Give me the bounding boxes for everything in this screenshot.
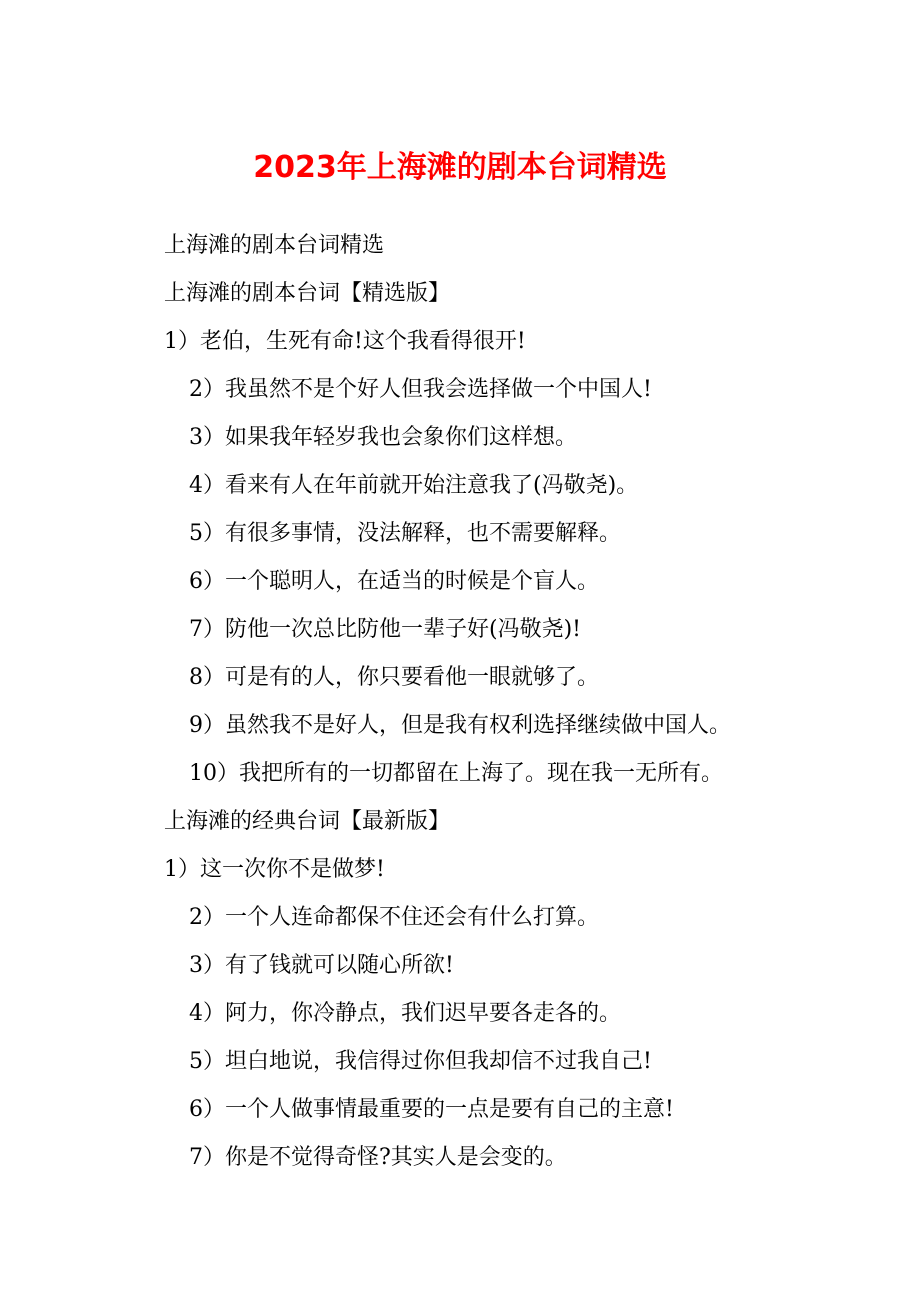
quote-line: 8）可是有的人，你只要看他一眼就够了。 <box>189 665 599 690</box>
quote-line: 7）你是不觉得奇怪?其实人是会变的。 <box>189 1145 567 1170</box>
section-heading: 上海滩的经典台词【最新版】 <box>164 809 451 834</box>
document-title: 2023年上海滩的剧本台词精选 <box>253 150 667 185</box>
document-body <box>164 222 844 1182</box>
quote-line: 4）阿力，你冷静点，我们迟早要各走各的。 <box>189 1001 621 1026</box>
quote-line: 3）有了钱就可以随心所欲! <box>189 953 454 978</box>
quote-line: 2）我虽然不是个好人但我会选择做一个中国人! <box>189 377 652 402</box>
quote-line: 9）虽然我不是好人，但是我有权利选择继续做中国人。 <box>189 713 731 738</box>
quote-line: 3）如果我年轻岁我也会象你们这样想。 <box>189 425 577 450</box>
text-line: 上海滩的剧本台词精选 <box>164 233 385 258</box>
quote-line: 2）一个人连命都保不住还会有什么打算。 <box>189 905 599 930</box>
quote-line: 10）我把所有的一切都留在上海了。现在我一无所有。 <box>189 761 723 786</box>
quote-line: 4）看来有人在年前就开始注意我了(冯敬尧)。 <box>189 473 639 498</box>
quote-line: 5）坦白地说，我信得过你但我却信不过我自己! <box>189 1049 652 1074</box>
quote-line: 5）有很多事情，没法解释，也不需要解释。 <box>189 521 621 546</box>
quote-line: 7）防他一次总比防他一辈子好(冯敬尧)! <box>189 617 582 642</box>
quote-line: 1）老伯，生死有命!这个我看得很开! <box>164 329 526 354</box>
quote-line: 6）一个聪明人，在适当的时候是个盲人。 <box>189 569 599 594</box>
section-heading: 上海滩的剧本台词【精选版】 <box>164 281 451 306</box>
quote-line: 6）一个人做事情最重要的一点是要有自己的主意! <box>189 1097 674 1122</box>
quote-line: 1）这一次你不是做梦! <box>164 857 385 882</box>
